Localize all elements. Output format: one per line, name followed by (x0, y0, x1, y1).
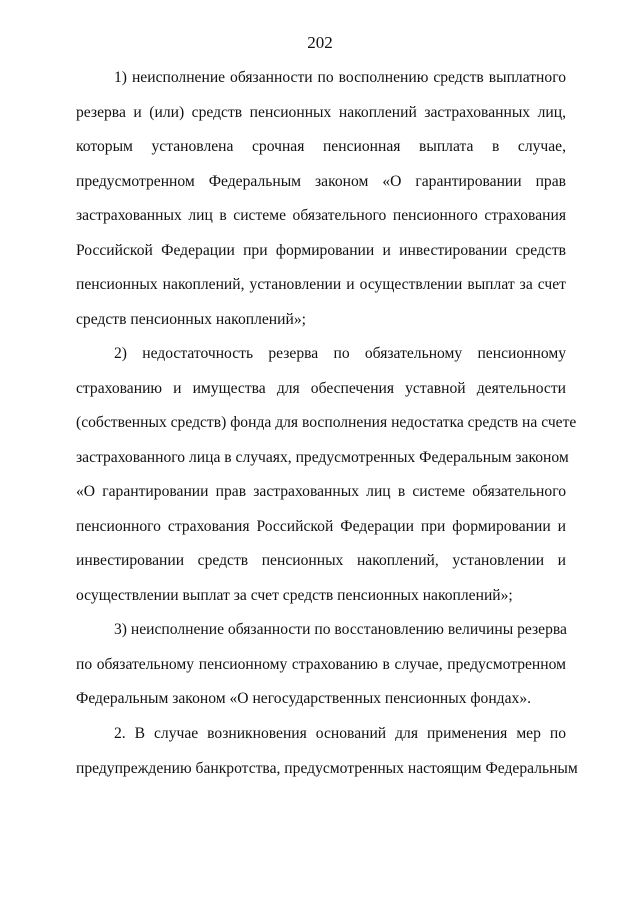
text-line: осуществлении выплат за счет средств пенсионных накоплений»; (76, 586, 513, 604)
text-line: 3) неисполнение обязанности по восстановлению величины резерва (114, 621, 567, 638)
text-line: застрахованных лиц в системе обязательного пенсионного страхования (76, 207, 566, 224)
paragraph-3 (76, 620, 566, 724)
text-line: (собственных средств) фонда для восполнения недостатка средств на счете (76, 414, 577, 431)
text-line: 2. В случае возникновения оснований для применения мер по (114, 725, 566, 742)
text-line: средств пенсионных накоплений»; (76, 310, 306, 328)
text-line: «О гарантировании прав застрахованных лиц в системе обязательного (76, 483, 566, 500)
paragraph-2 (76, 344, 577, 620)
text-line: которым установлена срочная пенсионная выплата в случае, (76, 138, 566, 155)
text-line: пенсионного страхования Российской Федерации при формировании и (76, 517, 566, 535)
text-line: 1) неисполнение обязанности по восполнению средств выплатного (114, 69, 566, 86)
text-line: предусмотренном Федеральным законом «О гарантировании прав (76, 172, 566, 190)
text-line: резерва и (или) средств пенсионных накоплений застрахованных лиц, (76, 103, 566, 121)
text-line: пенсионных накоплений, установлении и осуществлении выплат за счет (76, 276, 566, 293)
text-line: Федеральным законом «О негосударственных пенсионных фондах». (76, 690, 532, 707)
text-line: предупреждению банкротства, предусмотренных настоящим Федеральным (76, 759, 578, 777)
text-line: Российской Федерации при формировании и инвестировании средств (76, 241, 566, 259)
page-number: 202 (307, 33, 333, 52)
text-line: страхованию и имущества для обеспечения уставной деятельности (76, 379, 566, 397)
text-line: 2) недостаточность резерва по обязательному пенсионному (114, 345, 566, 362)
text-line: застрахованного лица в случаях, предусмотренных Федеральным законом (76, 448, 569, 466)
paragraph-4 (76, 724, 578, 793)
text-line: по обязательному пенсионному страхованию в случае, предусмотренном (76, 655, 566, 673)
paragraph-1 (76, 68, 566, 344)
text-line: инвестировании средств пенсионных накоплений, установлении и (76, 552, 566, 569)
